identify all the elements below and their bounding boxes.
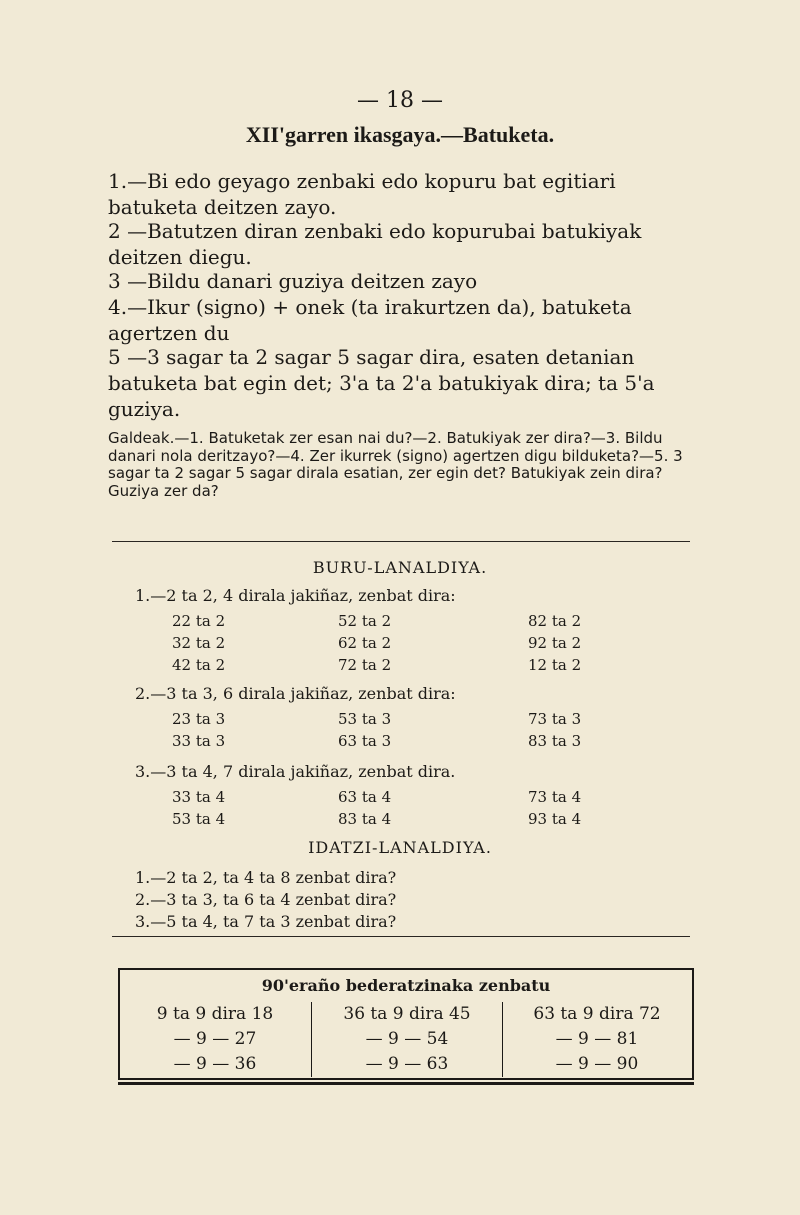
exercise-cell: 73 ta 3: [528, 710, 582, 728]
exercise-cell: 73 ta 4: [528, 788, 582, 806]
divider: [112, 541, 690, 542]
box-line: — 9 — 54: [365, 1029, 449, 1049]
box-line: 36 ta 9 dira 45: [343, 1004, 471, 1024]
exercise-cell: 22 ta 2: [172, 612, 226, 630]
box-line: — 9 — 81: [555, 1029, 639, 1049]
exercise-cell: 63 ta 3: [338, 732, 392, 750]
exercise-cell: 33 ta 4: [172, 788, 226, 806]
exercise-cell: 82 ta 2: [528, 612, 582, 630]
questions: Galdeak.—1. Batuketak zer esan nai du?—2. Batukiyak zer dira?—3. Bildu danari nola deritzayo?—4. Zer ikurrek (signo) agertzen digu bilduketa?—5. 3 sagar ta 2 sagar 5 sagar dirala esatian, zer egin det? Batukiyak zein dira? Guziya zer da?: [108, 429, 683, 500]
exercise-2-heading: 2.—3 ta 3, 6 dirala jakiñaz, zenbat dira:: [135, 684, 456, 703]
box-line: — 9 — 63: [365, 1054, 449, 1074]
paragraph-1: 1.—Bi edo geyago zenbaki edo kopuru bat egitiari batuketa deitzen zayo.: [108, 169, 616, 219]
exercise-cell: 93 ta 4: [528, 810, 582, 828]
exercise-cell: 62 ta 2: [338, 634, 392, 652]
exercise-cell: 42 ta 2: [172, 656, 226, 674]
paragraph-5: 5 —3 sagar ta 2 sagar 5 sagar dira, esaten detanian batuketa bat egin det; 3'a ta 2'a batukiyak dira; ta 5'a guziya.: [108, 345, 655, 421]
exercise-cell: 83 ta 4: [338, 810, 392, 828]
section-written-exercises: IDATZI-LANALDIYA.: [308, 838, 492, 857]
exercise-1-heading: 1.—2 ta 2, 4 dirala jakiñaz, zenbat dira:: [135, 586, 456, 605]
exercise-cell: 52 ta 2: [338, 612, 392, 630]
exercise-cell: 23 ta 3: [172, 710, 226, 728]
exercise-cell: 12 ta 2: [528, 656, 582, 674]
exercise-cell: 32 ta 2: [172, 634, 226, 652]
exercise-cell: 33 ta 3: [172, 732, 226, 750]
box-line: 9 ta 9 dira 18: [156, 1004, 274, 1024]
box-line: — 9 — 36: [173, 1054, 257, 1074]
exercise-cell: 53 ta 4: [172, 810, 226, 828]
exercise-cell: 72 ta 2: [338, 656, 392, 674]
exercise-cell: 92 ta 2: [528, 634, 582, 652]
written-exercise-1: 1.—2 ta 2, ta 4 ta 8 zenbat dira?: [135, 868, 397, 887]
lesson-title: XII'garren ikasgaya.—Batuketa.: [245, 122, 555, 147]
counting-by-nines-box: [118, 968, 694, 1080]
exercise-3-heading: 3.—3 ta 4, 7 dirala jakiñaz, zenbat dira.: [135, 762, 456, 781]
paragraph-2: 2 —Batutzen diran zenbaki edo kopurubai batukiyak deitzen diegu.: [108, 219, 642, 269]
exercise-cell: 53 ta 3: [338, 710, 392, 728]
written-exercise-3: 3.—5 ta 4, ta 7 ta 3 zenbat dira?: [135, 912, 397, 931]
box-column-2: [311, 1002, 503, 1077]
page-number: — 18 —: [357, 88, 443, 113]
box-column-1: [120, 1002, 310, 1077]
box-title: 90'eraño bederatzinaka zenbatu: [261, 976, 551, 995]
paragraph-4: 4.—Ikur (signo) + onek (ta irakurtzen da), batuketa agertzen du: [108, 295, 632, 345]
exercise-cell: 63 ta 4: [338, 788, 392, 806]
box-column-3: [502, 1002, 692, 1077]
box-line: 63 ta 9 dira 72: [533, 1004, 661, 1024]
written-exercise-2: 2.—3 ta 3, ta 6 ta 4 zenbat dira?: [135, 890, 397, 909]
box-line: — 9 — 27: [173, 1029, 257, 1049]
divider: [112, 936, 690, 937]
paragraph-3: 3 —Bildu danari guziya deitzen zayo: [108, 269, 478, 293]
section-oral-exercises: BURU-LANALDIYA.: [312, 558, 488, 577]
exercise-cell: 83 ta 3: [528, 732, 582, 750]
box-line: — 9 — 90: [555, 1054, 639, 1074]
